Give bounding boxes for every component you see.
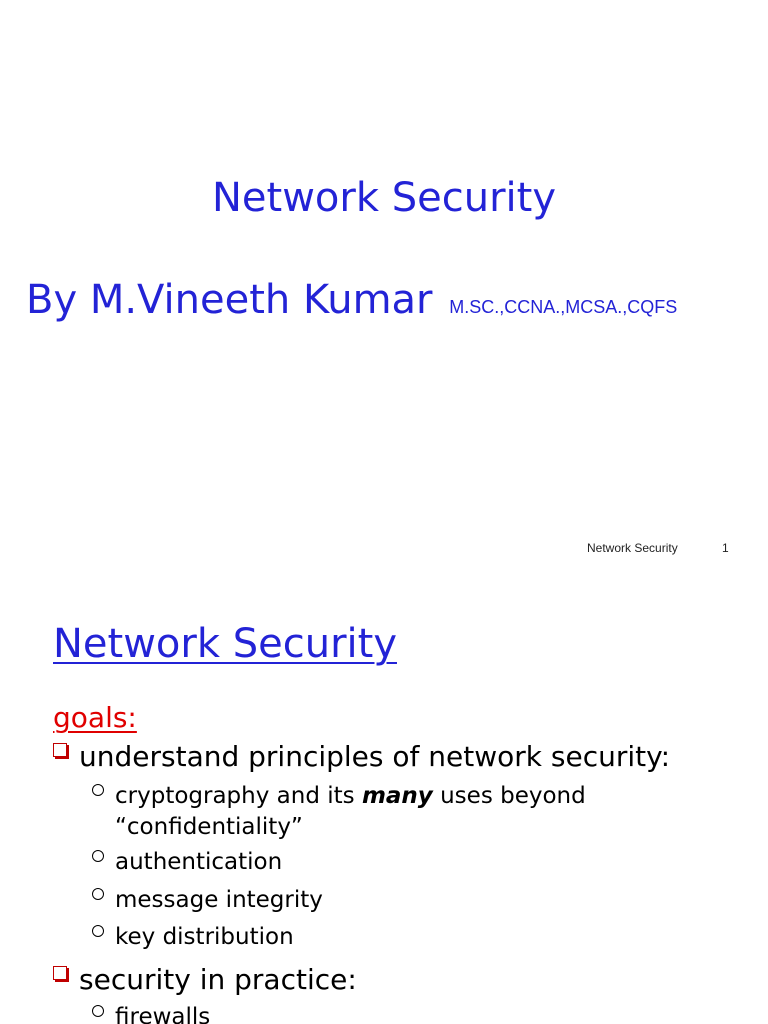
bullet-text: security in practice — [79, 963, 348, 996]
sub-item-key-distribution — [90, 922, 294, 953]
footer-title: Network Security — [587, 541, 678, 555]
bullet-colon: : — [660, 740, 671, 773]
sub-item-authentication — [90, 847, 282, 878]
sub-item-text: key distribution — [115, 924, 294, 950]
goals-label: goals: — [53, 701, 137, 734]
bullet-security-in-practice — [53, 962, 357, 998]
sub-item-text: authentication — [115, 849, 283, 875]
author-name: By M.Vineeth Kumar — [26, 277, 433, 323]
emphasis-text: many — [361, 783, 433, 809]
circle-bullet-icon — [92, 925, 104, 937]
sub-item-message-integrity — [90, 885, 323, 916]
sub-item-text: firewalls — [115, 1004, 211, 1024]
square-bullet-icon — [53, 966, 67, 980]
bullet-principles — [53, 739, 670, 775]
sub-item-text: message integrity — [115, 887, 323, 913]
circle-bullet-icon — [92, 1005, 104, 1017]
page-number: 1 — [722, 541, 729, 555]
author-credentials: M.SC.,CCNA.,MCSA.,CQFS — [449, 297, 678, 317]
content-slide — [0, 576, 768, 1024]
sub-item-text-line2: “confidentiality” — [115, 814, 303, 840]
sub-item-firewalls — [90, 1002, 210, 1024]
sub-item-text: cryptography and its — [115, 783, 362, 809]
slide-title: Network Security — [212, 175, 556, 221]
circle-bullet-icon — [92, 888, 104, 900]
circle-bullet-icon — [92, 784, 104, 796]
sub-item-text-continued: uses beyond — [432, 783, 586, 809]
author-line — [26, 274, 677, 333]
square-bullet-icon — [53, 743, 67, 757]
slide-heading: Network Security — [53, 621, 397, 667]
circle-bullet-icon — [92, 850, 104, 862]
bullet-colon: : — [347, 963, 357, 996]
sub-item-cryptography — [90, 781, 586, 843]
bullet-text: understand principles of network security — [79, 740, 661, 773]
